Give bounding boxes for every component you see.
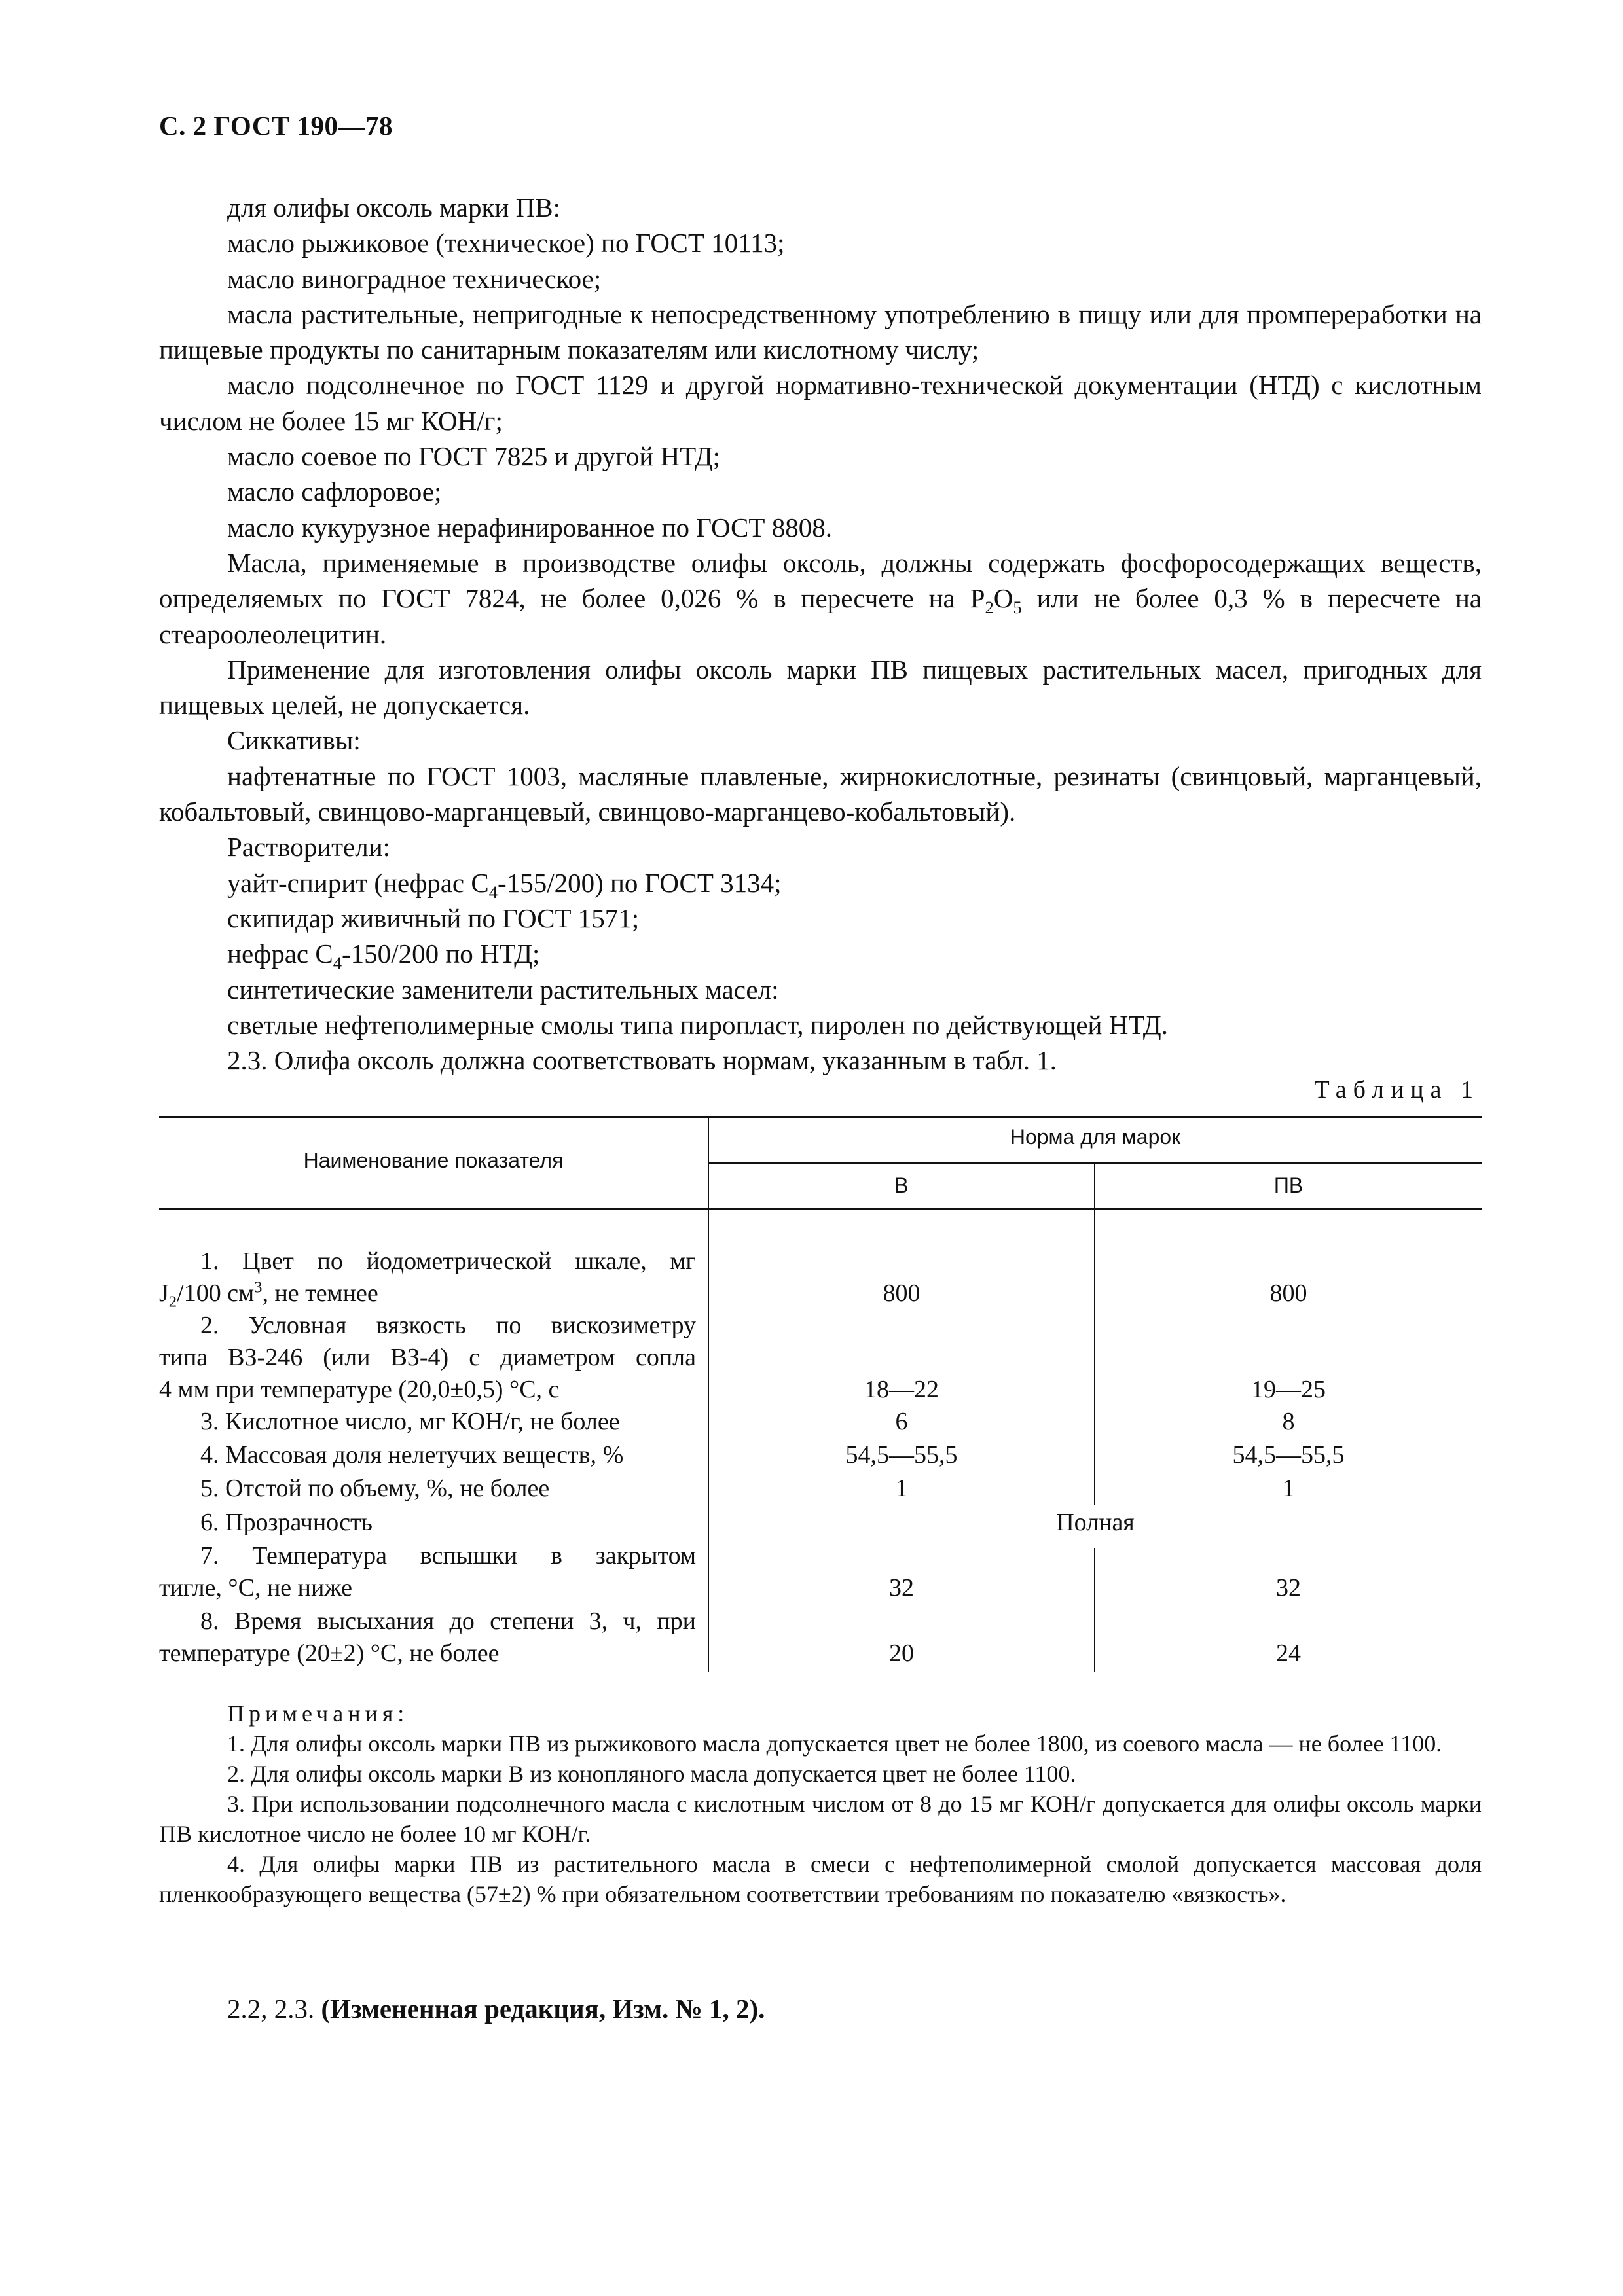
table-cell-pv: 32 bbox=[1276, 1574, 1301, 1602]
note-item: 4. Для олифы марки ПВ из растительного масла в смеси с нефтеполимерной смолой допускается массовая доля пленкообразующего вещества (57±2) % при обязательном соответствии требованиям по показателю «вязкость». bbox=[159, 1851, 1482, 1907]
table-cell-pv: 1 bbox=[1282, 1475, 1295, 1502]
formula-p2o5: $P_2O_5$ bbox=[970, 583, 1022, 618]
paragraph: масло соевое по ГОСТ 7825 и другой НТД; bbox=[227, 441, 720, 472]
table-cell-pv: 8 bbox=[1282, 1408, 1295, 1435]
paragraph: масла растительные, непригодные к непосредственному употреблению в пищу или для промпереработки на пищевые продукты по санитарным показателям или кислотному числу; bbox=[159, 298, 1482, 365]
table-cell-pv: 24 bbox=[1276, 1640, 1301, 1667]
text-fragment: Масла, применяемые в производстве олифы оксоль, должны содержать фосфоросодержащих веществ, определяемых по ГОСТ 7824, не более 0,026 % в пересчете на bbox=[159, 547, 1482, 614]
page-header: С. 2 ГОСТ 190—78 bbox=[159, 111, 393, 141]
notes-title: Примечания: bbox=[227, 1700, 409, 1727]
paragraph: уайт-спирит (нефрас $С_4-155/200$) по ГОСТ 3134; bbox=[227, 867, 782, 902]
table-row-name: 7. Температура вспышки в закрытом тигле, °С, не ниже bbox=[159, 1542, 696, 1602]
body-text bbox=[159, 190, 1482, 1078]
paragraph: Сиккативы: bbox=[227, 725, 361, 756]
table-cell-b: 54,5—55,5 bbox=[845, 1441, 958, 1469]
table-header-rule bbox=[159, 1208, 1482, 1210]
paragraph: светлые нефтеполимерные смолы типа пиропласт, пиролен по действующей НТД. bbox=[227, 1009, 1169, 1040]
table-cell-b: 800 bbox=[883, 1280, 921, 1307]
paragraph: синтетические заменители растительных масел: bbox=[227, 974, 779, 1005]
table-row-name: 4. Массовая доля нелетучих веществ, % bbox=[200, 1441, 624, 1469]
note-item: 3. При использовании подсолнечного масла с кислотным числом от 8 до 15 мг КОН/г допускается для олифы оксоль марки ПВ кислотное число не более 10 мг КОН/г. bbox=[159, 1791, 1482, 1847]
notes-section bbox=[159, 1698, 1482, 1909]
paragraph: масло сафлоровое; bbox=[227, 476, 442, 507]
header-col-b: В bbox=[894, 1174, 909, 1197]
table-row-name: 3. Кислотное число, мг КОН/г, не более bbox=[200, 1408, 620, 1435]
header-norm: Норма для марок bbox=[1010, 1125, 1181, 1149]
table-row-name: 8. Время высыхания до степени 3, ч, при температуре (20±2) °С, не более bbox=[159, 1607, 696, 1667]
header-col-pv: ПВ bbox=[1273, 1174, 1304, 1197]
table-row-name: 2. Условная вязкость по вискозиметру типа ВЗ-246 (или ВЗ-4) с диаметром сопла 4 мм при температуре (20,0±0,5) °С, с bbox=[159, 1312, 696, 1403]
table-cell-b: 20 bbox=[889, 1640, 914, 1667]
table-cell-both: Полная bbox=[1056, 1509, 1135, 1536]
paragraph: масло рыжиковое (техническое) по ГОСТ 10113; bbox=[227, 228, 785, 259]
table-cell-b: 1 bbox=[895, 1475, 908, 1502]
paragraph: Применение для изготовления олифы оксоль марки ПВ пищевых растительных масел, пригодных для пищевых целей, не допускается. bbox=[159, 654, 1482, 721]
note-item: 1. Для олифы оксоль марки ПВ из рыжикового масла допускается цвет не более 1800, из соевого масла — не более 1100. bbox=[227, 1731, 1442, 1757]
table-cell-pv: 800 bbox=[1269, 1280, 1307, 1307]
paragraph-p2o5 bbox=[159, 545, 1482, 652]
table-cell-pv: 19—25 bbox=[1251, 1376, 1326, 1403]
amendment-prefix: 2.2, 2.3. bbox=[227, 1994, 315, 2024]
table-row-name: 6. Прозрачность bbox=[200, 1509, 373, 1536]
table-cell-b: 32 bbox=[889, 1574, 914, 1602]
table-cell-b: 18—22 bbox=[864, 1376, 939, 1403]
amendment-note: (Измененная редакция, Изм. № 1, 2). bbox=[321, 1994, 765, 2024]
table-cell-b: 6 bbox=[895, 1408, 908, 1435]
header-name: Наименование показателя bbox=[303, 1149, 564, 1172]
note-item: 2. Для олифы оксоль марки В из конопляного масла допускается цвет не более 1100. bbox=[227, 1761, 1076, 1787]
amendment-reference bbox=[227, 1993, 765, 2024]
table-top-rule bbox=[159, 1116, 1482, 1118]
paragraph: нефрас $С_4-150/200$ по НТД; bbox=[227, 939, 540, 973]
paragraph: масло кукурузное нерафинированное по ГОСТ 8808. bbox=[227, 512, 832, 543]
paragraph: нафтенатные по ГОСТ 1003, масляные плавленые, жирнокислотные, резинаты (свинцовый, марганцевый, кобальтовый, свинцово-марганцевый, свинцово-марганцево-кобальтовый). bbox=[159, 761, 1482, 827]
paragraph: для олифы оксоль марки ПВ: bbox=[227, 192, 560, 223]
table-row-name: 1. Цвет по йодометрической шкале, мг $J_2/100$ $см^3$, не темнее bbox=[159, 1247, 696, 1311]
paragraph: 2.3. Олифа оксоль должна соответствовать нормам, указанным в табл. 1. bbox=[227, 1045, 1057, 1076]
paragraph: масло подсолнечное по ГОСТ 1129 и другой нормативно-технической документации (НТД) с кислотным числом не более 15 мг КОН/г; bbox=[159, 370, 1482, 436]
paragraph: масло виноградное техническое; bbox=[227, 263, 602, 294]
text-fragment: или не более 0,3 % в пересчете на стеароолеолецитин. bbox=[159, 583, 1482, 649]
table-caption: Таблица 1 bbox=[1314, 1076, 1480, 1103]
table-row-name: 5. Отстой по объему, %, не более bbox=[200, 1475, 550, 1502]
table-cell-pv: 54,5—55,5 bbox=[1232, 1441, 1345, 1469]
paragraph: Растворители: bbox=[227, 832, 391, 863]
paragraph: скипидар живичный по ГОСТ 1571; bbox=[227, 903, 640, 933]
